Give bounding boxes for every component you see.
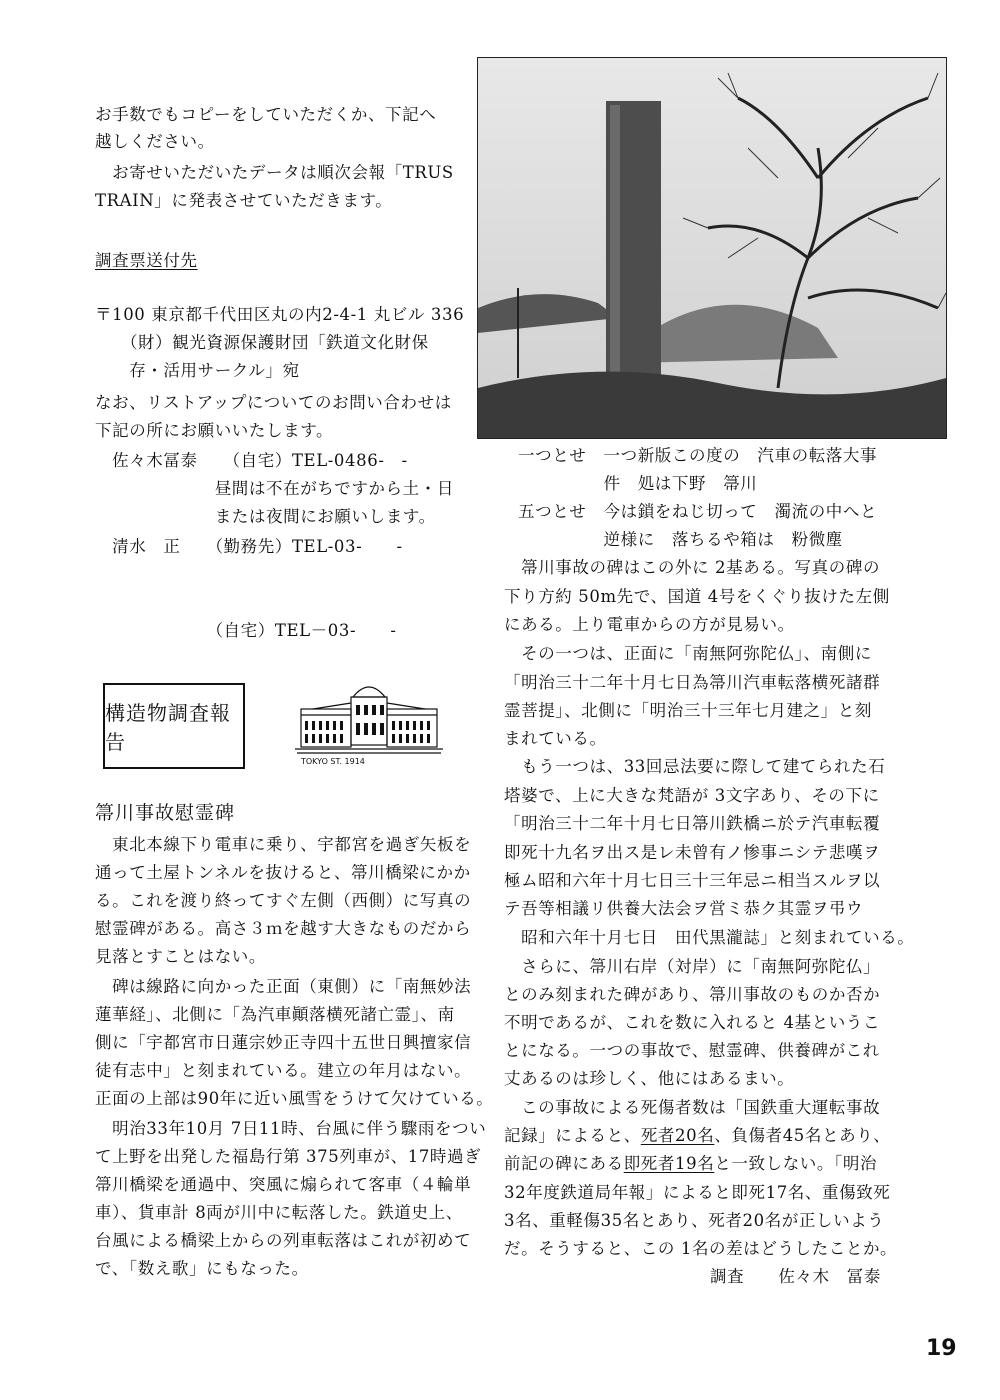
article-title: 箒川事故慰霊碑	[95, 802, 236, 824]
text-line: 極ム昭和六年十月七日三十三年忌ニ相当スルヲ以	[504, 871, 881, 890]
text-line: 昭和六年十月七日 田代黒瀧誌」と刻まれている。	[504, 928, 915, 947]
text-line: 通って土屋トンネルを抜けると、箒川橋梁にかか	[95, 863, 471, 882]
text-line: お寄せいただいたデータは順次会報「TRUS	[95, 163, 454, 182]
text-line: 碑は線路に向かった正面（東側）に「南無妙法	[95, 977, 472, 996]
text-line	[504, 1153, 877, 1175]
contact-line: 清水 正 （勤務先）TEL-03- -	[95, 537, 403, 556]
text-line: 慰霊碑がある。高さ３ｍを越す大きなものだから	[95, 919, 472, 938]
text-line: 「明治三十二年十月七日箒川鉄橋ニ於テ汽車転覆	[504, 814, 881, 833]
text-line: で、「数え歌」にもなった。	[95, 1259, 309, 1278]
text-line: て上野を出発した福島行第 375列車が、17時過ぎ	[95, 1147, 482, 1166]
text-line: 下記の所にお願いいたします。	[95, 421, 334, 440]
text-line: 不明であるが、これを数に入れると 4基というこ	[504, 1013, 881, 1032]
contact-line: または夜間にお願いします。	[95, 507, 436, 526]
building-icon	[293, 675, 445, 767]
text-line: にある。上り電車からの方が見易い。	[504, 615, 795, 634]
text-line: お手数でもコピーをしていただくか、下記へ	[95, 105, 437, 124]
text-line: さらに、箒川右岸（対岸）に「南無阿弥陀仏」	[504, 957, 881, 976]
text-line: 徒有志中」と刻まれている。建立の年月はない。	[95, 1061, 472, 1080]
text-segment: と一致しない。「明治	[714, 1154, 878, 1173]
text-line: 見落とすことはない。	[95, 947, 266, 966]
text-line: TRAIN」に発表させていただきます。	[95, 191, 393, 210]
contact-line: （自宅）TEL－03- -	[95, 621, 397, 640]
text-line: 台風による橋梁上からの列車転落はこれが初めて	[95, 1231, 472, 1250]
text-line: もう一つは、33回忌法要に際して建てられた石	[504, 757, 886, 776]
song-line: 五つとせ 今は鎖をねじ切って 濁流の中へと	[518, 502, 878, 521]
memorial-photo	[477, 57, 947, 439]
text-line: 蓮華経」、北側に「為汽車顚落横死諸亡霊」、南	[95, 1005, 455, 1024]
text-segment: 、負傷者45名とあり、	[714, 1126, 891, 1145]
address-heading: 調査票送付先	[95, 251, 198, 270]
text-segment: 前記の碑にある	[504, 1154, 624, 1173]
underlined-text: 死者20名	[640, 1126, 715, 1145]
station-building-illustration	[293, 675, 445, 767]
text-line: 箒川事故の碑はこの外に 2基ある。写真の碑の	[504, 558, 881, 577]
text-line: その一つは、正面に「南無阿弥陀仏」、南側に	[504, 644, 872, 663]
report-box-label: 構造物調査報告	[105, 701, 231, 754]
text-line: 丈あるのは珍しく、他にはあるまい。	[504, 1069, 795, 1088]
text-line	[504, 1125, 890, 1147]
text-line: 3名、重軽傷35名とあり、死者20名が正しいよう	[504, 1211, 885, 1230]
text-line: 越しください。	[95, 132, 215, 151]
text-line: まれている。	[504, 729, 607, 748]
text-line: 下り方約 50m先で、国道 4号をくぐり抜けた左側	[504, 587, 890, 606]
text-line: 即死十九名ヲ出ス是レ未曾有ノ惨事ニシテ悲嘆ヲ	[504, 843, 881, 862]
text-line: 車）、貨車計 8両が川中に転落した。鉄道史上、	[95, 1203, 463, 1222]
text-line: 「明治三十二年十月七日為箒川汽車転落横死諸群	[504, 673, 881, 692]
contact-line: 佐々木冨泰 （自宅）TEL-0486- -	[95, 451, 408, 470]
page-number: 19	[926, 1336, 957, 1361]
report-box	[103, 683, 245, 769]
song-line: 一つとせ 一つ新版この度の 汽車の転落大事	[518, 446, 878, 465]
signature: 調査 佐々木 冨泰	[710, 1267, 881, 1286]
text-line: 東北本線下り電車に乗り、宇都宮を過ぎ矢板を	[95, 835, 472, 854]
text-line: 塔婆で、上に大きな梵語が 3文字あり、その下に	[504, 786, 880, 805]
illustration-caption: TOKYO ST. 1914	[301, 757, 365, 766]
text-segment: 記録」によると、	[504, 1126, 641, 1145]
text-line: だ。そうすると、この 1名の差はどうしたことか。	[504, 1239, 898, 1258]
underlined-text: 即死者19名	[623, 1154, 715, 1173]
photo-image	[478, 58, 946, 438]
text-line: る。これを渡り終ってすぐ左側（西側）に写真の	[95, 891, 472, 910]
text-line: 霊菩提」、北側に「明治三十三年七月建之」と刻	[504, 701, 872, 720]
text-line: テ吾等相議リ供養大法会ヲ営ミ恭ク其霊ヲ弔ウ	[504, 899, 864, 918]
text-line: この事故による死傷者数は「国鉄重大運転事故	[504, 1098, 881, 1117]
text-line: 箒川橋梁を通過中、突風に煽られて客車（４輪単	[95, 1175, 472, 1194]
address-line: 〒100 東京都千代田区丸の内2-4-1 丸ビル 336	[95, 305, 465, 324]
text-line: なお、リストアップについてのお問い合わせは	[95, 393, 452, 412]
text-line: とのみ刻まれた碑があり、箒川事故のものか否か	[504, 985, 881, 1004]
song-line: 逆様に 落ちるや箱は 粉微塵	[518, 530, 843, 549]
text-line: とになる。一つの事故で、慰霊碑、供養碑がこれ	[504, 1041, 880, 1060]
text-line: 側に「宇都宮市日蓮宗妙正寺四十五世日興擅家信	[95, 1033, 472, 1052]
address-line: 存・活用サークル」宛	[95, 361, 300, 380]
contact-line: 昼間は不在がちですから土・日	[95, 479, 454, 498]
text-line: 明治33年10月 7日11時、台風に伴う驟雨をつい	[95, 1119, 487, 1138]
address-line: （財）観光資源保護財団「鉄道文化財保	[95, 333, 429, 352]
song-line: 件 処は下野 箒川	[518, 474, 758, 493]
text-line: 32年度鉄道局年報」によると即死17名、重傷致死	[504, 1183, 891, 1202]
text-line: 正面の上部は90年に近い風雪をうけて欠けている。	[95, 1089, 494, 1108]
